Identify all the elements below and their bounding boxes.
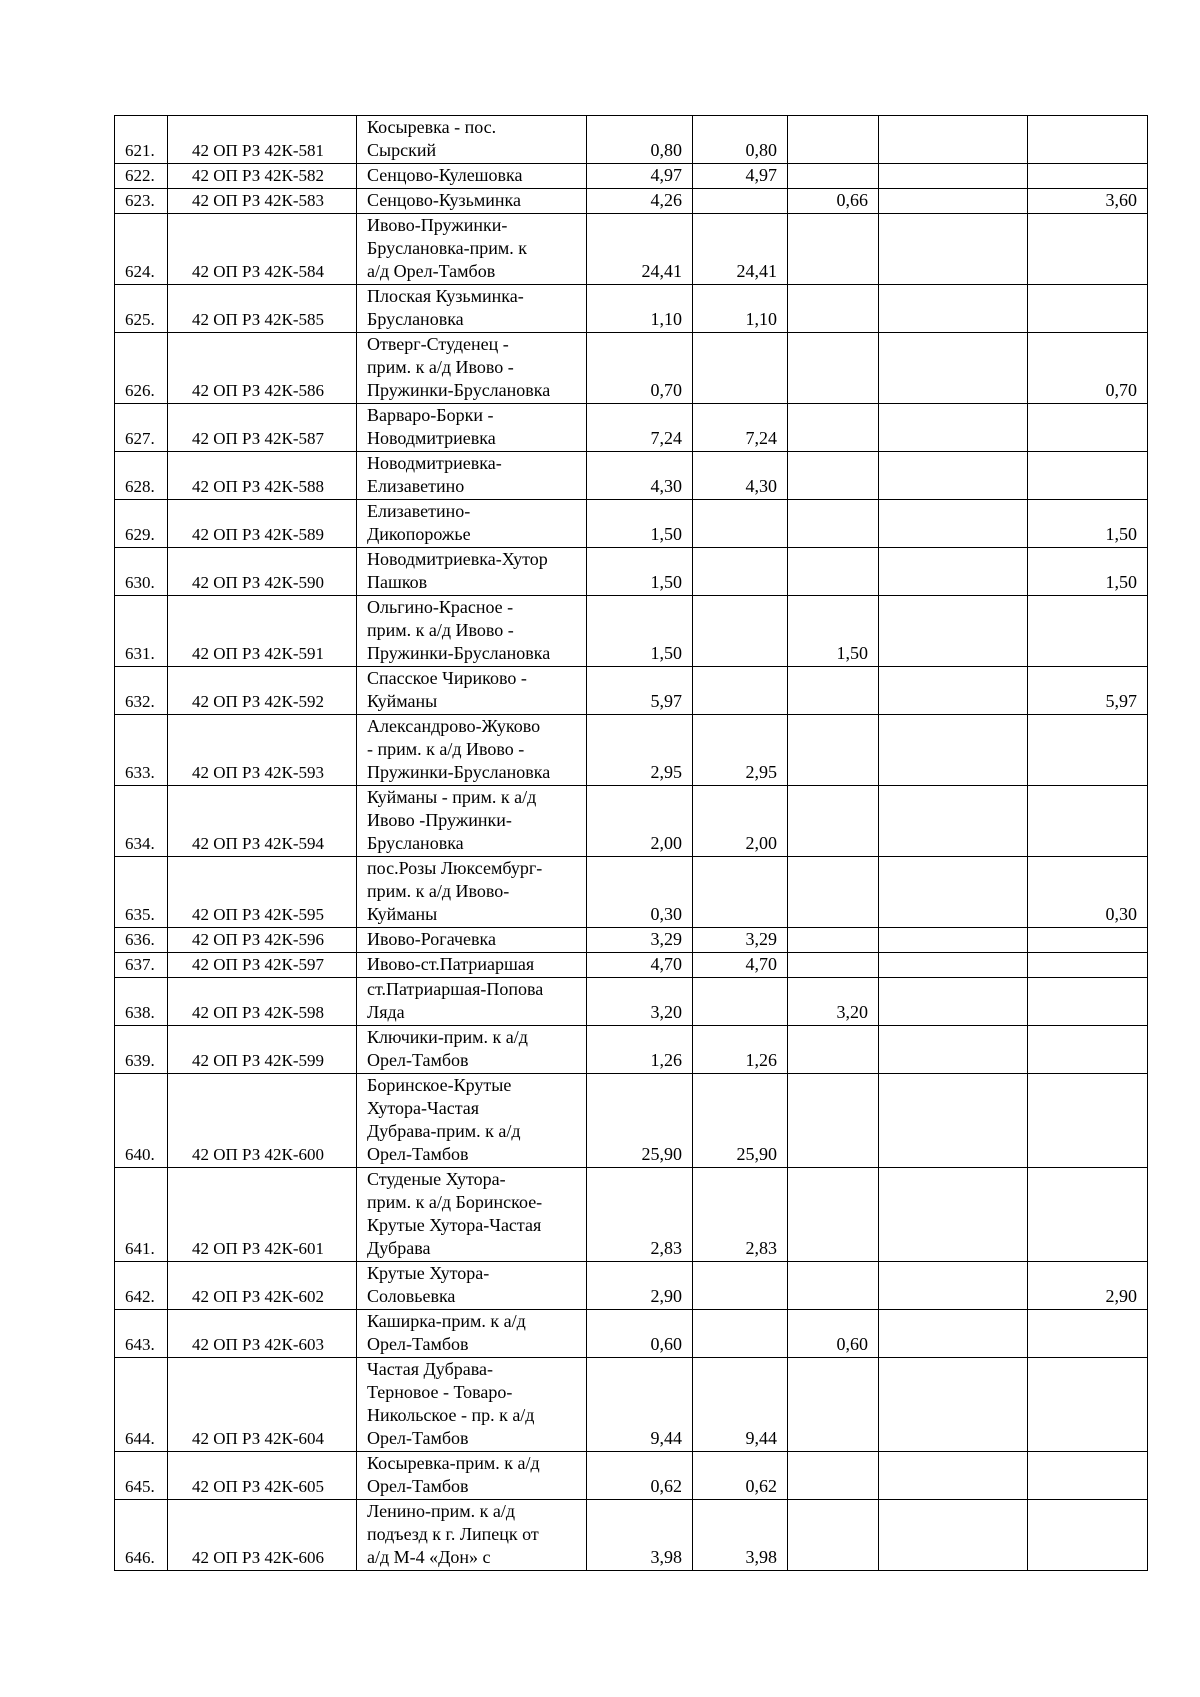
length-col6-cell [788, 285, 879, 333]
length-col6-cell [788, 953, 879, 978]
road-id-cell: 42 ОП РЗ 42К-582 [168, 164, 357, 189]
length-col8-cell: 1,50 [1028, 500, 1148, 548]
length-col5-cell: 4,30 [693, 452, 788, 500]
row-number-cell: 626. [115, 333, 168, 404]
length-col6-cell [788, 333, 879, 404]
length-col8-cell [1028, 928, 1148, 953]
road-name-cell: Косыревка-прим. к а/д Орел-Тамбов [357, 1452, 587, 1500]
road-name-cell: ст.Патриаршая-Попова Ляда [357, 978, 587, 1026]
length-col8-cell: 5,97 [1028, 667, 1148, 715]
table-row [115, 857, 1148, 928]
length-col5-cell: 9,44 [693, 1358, 788, 1452]
total-length-cell: 3,98 [587, 1500, 693, 1571]
total-length-cell: 1,26 [587, 1026, 693, 1074]
roads-table [114, 115, 1148, 1571]
row-number-cell: 622. [115, 164, 168, 189]
row-number-cell: 628. [115, 452, 168, 500]
table-row [115, 333, 1148, 404]
length-col5-cell: 4,70 [693, 953, 788, 978]
row-number-cell: 637. [115, 953, 168, 978]
row-number-cell: 640. [115, 1074, 168, 1168]
length-col7-cell [879, 667, 1028, 715]
length-col7-cell [879, 1262, 1028, 1310]
total-length-cell: 2,83 [587, 1168, 693, 1262]
total-length-cell: 4,97 [587, 164, 693, 189]
length-col8-cell [1028, 1500, 1148, 1571]
table-row [115, 667, 1148, 715]
table-row [115, 596, 1148, 667]
row-number-cell: 625. [115, 285, 168, 333]
length-col8-cell [1028, 978, 1148, 1026]
row-number-cell: 644. [115, 1358, 168, 1452]
length-col7-cell [879, 189, 1028, 214]
row-number-cell: 627. [115, 404, 168, 452]
table-row [115, 1026, 1148, 1074]
table-row [115, 285, 1148, 333]
road-id-cell: 42 ОП РЗ 42К-590 [168, 548, 357, 596]
length-col6-cell [788, 928, 879, 953]
total-length-cell: 3,20 [587, 978, 693, 1026]
table-row [115, 1074, 1148, 1168]
table-row [115, 1358, 1148, 1452]
length-col8-cell [1028, 452, 1148, 500]
road-id-cell: 42 ОП РЗ 42К-604 [168, 1358, 357, 1452]
road-id-cell: 42 ОП РЗ 42К-593 [168, 715, 357, 786]
table-row [115, 953, 1148, 978]
length-col5-cell [693, 333, 788, 404]
length-col6-cell [788, 1168, 879, 1262]
length-col5-cell [693, 1310, 788, 1358]
road-name-cell: Ивово-Рогачевка [357, 928, 587, 953]
length-col6-cell [788, 214, 879, 285]
length-col8-cell [1028, 285, 1148, 333]
length-col8-cell [1028, 953, 1148, 978]
length-col6-cell [788, 786, 879, 857]
row-number-cell: 634. [115, 786, 168, 857]
length-col7-cell [879, 214, 1028, 285]
length-col6-cell: 0,66 [788, 189, 879, 214]
road-name-cell: Ленино-прим. к а/д подъезд к г. Липецк от а/д М-4 «Дон» с [357, 1500, 587, 1571]
total-length-cell: 0,60 [587, 1310, 693, 1358]
length-col6-cell [788, 1026, 879, 1074]
road-id-cell: 42 ОП РЗ 42К-606 [168, 1500, 357, 1571]
row-number-cell: 642. [115, 1262, 168, 1310]
total-length-cell: 1,50 [587, 548, 693, 596]
table-body [115, 116, 1148, 1571]
road-name-cell: Косыревка - пос. Сырский [357, 116, 587, 164]
total-length-cell: 3,29 [587, 928, 693, 953]
length-col8-cell [1028, 715, 1148, 786]
road-id-cell: 42 ОП РЗ 42К-581 [168, 116, 357, 164]
row-number-cell: 633. [115, 715, 168, 786]
road-name-cell: Спасское Чириково - Куйманы [357, 667, 587, 715]
row-number-cell: 638. [115, 978, 168, 1026]
road-id-cell: 42 ОП РЗ 42К-603 [168, 1310, 357, 1358]
road-id-cell: 42 ОП РЗ 42К-597 [168, 953, 357, 978]
road-id-cell: 42 ОП РЗ 42К-587 [168, 404, 357, 452]
length-col5-cell: 7,24 [693, 404, 788, 452]
length-col8-cell: 2,90 [1028, 1262, 1148, 1310]
length-col5-cell [693, 667, 788, 715]
length-col8-cell [1028, 214, 1148, 285]
total-length-cell: 9,44 [587, 1358, 693, 1452]
road-name-cell: Ивово-ст.Патриаршая [357, 953, 587, 978]
road-id-cell: 42 ОП РЗ 42К-589 [168, 500, 357, 548]
road-id-cell: 42 ОП РЗ 42К-605 [168, 1452, 357, 1500]
length-col7-cell [879, 285, 1028, 333]
table-row [115, 214, 1148, 285]
length-col7-cell [879, 548, 1028, 596]
road-name-cell: Сенцово-Кузьминка [357, 189, 587, 214]
length-col8-cell [1028, 596, 1148, 667]
road-id-cell: 42 ОП РЗ 42К-601 [168, 1168, 357, 1262]
row-number-cell: 645. [115, 1452, 168, 1500]
road-name-cell: Ольгино-Красное - прим. к а/д Ивово - Пружинки-Бруслановка [357, 596, 587, 667]
length-col6-cell: 3,20 [788, 978, 879, 1026]
length-col6-cell [788, 1262, 879, 1310]
length-col7-cell [879, 404, 1028, 452]
length-col7-cell [879, 786, 1028, 857]
row-number-cell: 636. [115, 928, 168, 953]
total-length-cell: 25,90 [587, 1074, 693, 1168]
road-name-cell: Новодмитриевка- Елизаветино [357, 452, 587, 500]
length-col7-cell [879, 715, 1028, 786]
road-id-cell: 42 ОП РЗ 42К-591 [168, 596, 357, 667]
table-row [115, 548, 1148, 596]
road-name-cell: Варваро-Борки - Новодмитриевка [357, 404, 587, 452]
length-col5-cell: 0,80 [693, 116, 788, 164]
total-length-cell: 24,41 [587, 214, 693, 285]
length-col5-cell [693, 978, 788, 1026]
row-number-cell: 631. [115, 596, 168, 667]
length-col7-cell [879, 1500, 1028, 1571]
road-id-cell: 42 ОП РЗ 42К-585 [168, 285, 357, 333]
road-name-cell: Студеные Хутора- прим. к а/д Боринское- Крутые Хутора-Частая Дубрава [357, 1168, 587, 1262]
road-id-cell: 42 ОП РЗ 42К-584 [168, 214, 357, 285]
table-row [115, 1262, 1148, 1310]
table-row [115, 452, 1148, 500]
table-row [115, 500, 1148, 548]
length-col7-cell [879, 1358, 1028, 1452]
length-col5-cell: 0,62 [693, 1452, 788, 1500]
length-col5-cell: 25,90 [693, 1074, 788, 1168]
road-name-cell: Ключики-прим. к а/д Орел-Тамбов [357, 1026, 587, 1074]
row-number-cell: 624. [115, 214, 168, 285]
length-col7-cell [879, 452, 1028, 500]
table-row [115, 715, 1148, 786]
length-col6-cell: 1,50 [788, 596, 879, 667]
total-length-cell: 5,97 [587, 667, 693, 715]
total-length-cell: 0,30 [587, 857, 693, 928]
length-col6-cell [788, 715, 879, 786]
length-col6-cell [788, 1500, 879, 1571]
row-number-cell: 635. [115, 857, 168, 928]
total-length-cell: 1,50 [587, 500, 693, 548]
length-col6-cell [788, 452, 879, 500]
row-number-cell: 641. [115, 1168, 168, 1262]
length-col7-cell [879, 1026, 1028, 1074]
length-col8-cell [1028, 786, 1148, 857]
table-row [115, 164, 1148, 189]
total-length-cell: 0,80 [587, 116, 693, 164]
length-col8-cell [1028, 1026, 1148, 1074]
length-col8-cell [1028, 1168, 1148, 1262]
length-col7-cell [879, 953, 1028, 978]
length-col8-cell: 3,60 [1028, 189, 1148, 214]
length-col7-cell [879, 333, 1028, 404]
length-col6-cell [788, 1452, 879, 1500]
road-name-cell: пос.Розы Люксембург- прим. к а/д Ивово- Куйманы [357, 857, 587, 928]
length-col5-cell [693, 189, 788, 214]
road-name-cell: Отверг-Студенец - прим. к а/д Ивово - Пружинки-Бруслановка [357, 333, 587, 404]
length-col7-cell [879, 857, 1028, 928]
road-name-cell: Каширка-прим. к а/д Орел-Тамбов [357, 1310, 587, 1358]
length-col6-cell [788, 1074, 879, 1168]
road-id-cell: 42 ОП РЗ 42К-588 [168, 452, 357, 500]
length-col7-cell [879, 1310, 1028, 1358]
road-id-cell: 42 ОП РЗ 42К-594 [168, 786, 357, 857]
road-name-cell: Куйманы - прим. к а/д Ивово -Пружинки- Бруслановка [357, 786, 587, 857]
length-col7-cell [879, 978, 1028, 1026]
length-col7-cell [879, 116, 1028, 164]
length-col7-cell [879, 928, 1028, 953]
length-col5-cell: 2,95 [693, 715, 788, 786]
length-col5-cell [693, 1262, 788, 1310]
length-col6-cell: 0,60 [788, 1310, 879, 1358]
length-col8-cell: 1,50 [1028, 548, 1148, 596]
length-col8-cell [1028, 164, 1148, 189]
road-name-cell: Частая Дубрава- Терновое - Товаро- Никольское - пр. к а/д Орел-Тамбов [357, 1358, 587, 1452]
length-col8-cell [1028, 1310, 1148, 1358]
length-col8-cell: 0,70 [1028, 333, 1148, 404]
length-col5-cell: 2,83 [693, 1168, 788, 1262]
length-col7-cell [879, 1168, 1028, 1262]
length-col5-cell: 1,10 [693, 285, 788, 333]
total-length-cell: 4,30 [587, 452, 693, 500]
length-col6-cell [788, 116, 879, 164]
length-col8-cell [1028, 404, 1148, 452]
road-name-cell: Александрово-Жуково - прим. к а/д Ивово - Пружинки-Бруслановка [357, 715, 587, 786]
row-number-cell: 621. [115, 116, 168, 164]
table-row [115, 786, 1148, 857]
row-number-cell: 639. [115, 1026, 168, 1074]
total-length-cell: 4,26 [587, 189, 693, 214]
length-col7-cell [879, 1074, 1028, 1168]
length-col5-cell: 3,29 [693, 928, 788, 953]
road-id-cell: 42 ОП РЗ 42К-583 [168, 189, 357, 214]
length-col7-cell [879, 596, 1028, 667]
row-number-cell: 643. [115, 1310, 168, 1358]
row-number-cell: 630. [115, 548, 168, 596]
table-row [115, 404, 1148, 452]
row-number-cell: 629. [115, 500, 168, 548]
table-row [115, 928, 1148, 953]
length-col8-cell: 0,30 [1028, 857, 1148, 928]
length-col6-cell [788, 1358, 879, 1452]
table-row [115, 189, 1148, 214]
road-id-cell: 42 ОП РЗ 42К-596 [168, 928, 357, 953]
table-row [115, 1500, 1148, 1571]
road-id-cell: 42 ОП РЗ 42К-586 [168, 333, 357, 404]
length-col6-cell [788, 404, 879, 452]
length-col8-cell [1028, 1074, 1148, 1168]
length-col8-cell [1028, 1452, 1148, 1500]
road-id-cell: 42 ОП РЗ 42К-598 [168, 978, 357, 1026]
length-col5-cell: 24,41 [693, 214, 788, 285]
total-length-cell: 2,90 [587, 1262, 693, 1310]
row-number-cell: 632. [115, 667, 168, 715]
road-name-cell: Боринское-Крутые Хутора-Частая Дубрава-прим. к а/д Орел-Тамбов [357, 1074, 587, 1168]
road-name-cell: Елизаветино- Дикопорожье [357, 500, 587, 548]
length-col8-cell [1028, 116, 1148, 164]
total-length-cell: 4,70 [587, 953, 693, 978]
road-name-cell: Новодмитриевка-Хутор Пашков [357, 548, 587, 596]
total-length-cell: 7,24 [587, 404, 693, 452]
total-length-cell: 2,00 [587, 786, 693, 857]
length-col5-cell: 4,97 [693, 164, 788, 189]
row-number-cell: 623. [115, 189, 168, 214]
length-col5-cell [693, 857, 788, 928]
table-row [115, 1452, 1148, 1500]
length-col5-cell [693, 500, 788, 548]
length-col7-cell [879, 164, 1028, 189]
length-col5-cell: 3,98 [693, 1500, 788, 1571]
road-name-cell: Сенцово-Кулешовка [357, 164, 587, 189]
row-number-cell: 646. [115, 1500, 168, 1571]
road-name-cell: Плоская Кузьминка- Бруслановка [357, 285, 587, 333]
length-col7-cell [879, 1452, 1028, 1500]
road-id-cell: 42 ОП РЗ 42К-595 [168, 857, 357, 928]
length-col7-cell [879, 500, 1028, 548]
total-length-cell: 1,50 [587, 596, 693, 667]
total-length-cell: 1,10 [587, 285, 693, 333]
length-col6-cell [788, 667, 879, 715]
total-length-cell: 2,95 [587, 715, 693, 786]
length-col5-cell [693, 548, 788, 596]
table-row [115, 1310, 1148, 1358]
table-row [115, 116, 1148, 164]
length-col6-cell [788, 164, 879, 189]
length-col5-cell: 1,26 [693, 1026, 788, 1074]
length-col5-cell: 2,00 [693, 786, 788, 857]
road-id-cell: 42 ОП РЗ 42К-600 [168, 1074, 357, 1168]
road-id-cell: 42 ОП РЗ 42К-592 [168, 667, 357, 715]
table-row [115, 1168, 1148, 1262]
length-col6-cell [788, 548, 879, 596]
total-length-cell: 0,62 [587, 1452, 693, 1500]
road-name-cell: Крутые Хутора- Соловьевка [357, 1262, 587, 1310]
length-col8-cell [1028, 1358, 1148, 1452]
length-col5-cell [693, 596, 788, 667]
length-col6-cell [788, 500, 879, 548]
road-id-cell: 42 ОП РЗ 42К-599 [168, 1026, 357, 1074]
road-name-cell: Ивово-Пружинки- Бруслановка-прим. к а/д Орел-Тамбов [357, 214, 587, 285]
table-row [115, 978, 1148, 1026]
road-id-cell: 42 ОП РЗ 42К-602 [168, 1262, 357, 1310]
length-col6-cell [788, 857, 879, 928]
total-length-cell: 0,70 [587, 333, 693, 404]
